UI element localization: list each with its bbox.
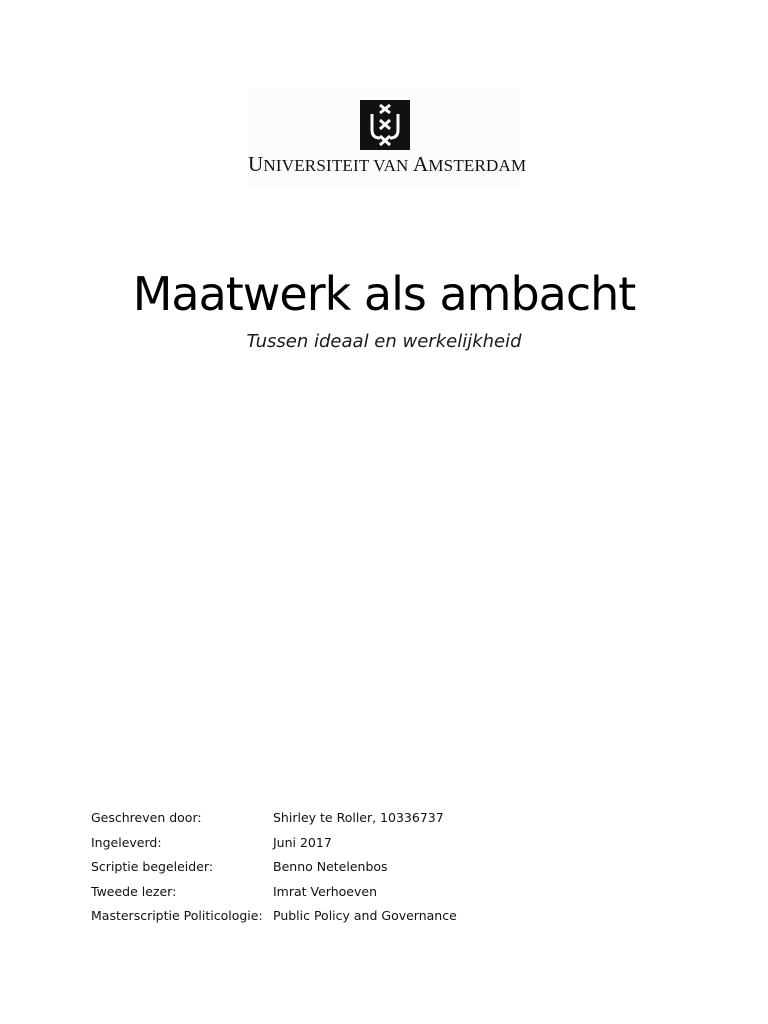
detail-value: Shirley te Roller, 10336737 (273, 810, 444, 825)
detail-label: Ingeleverd: (91, 834, 162, 850)
university-logo (248, 88, 527, 188)
thesis-details (91, 808, 651, 931)
wordmark-initial-a: A (412, 152, 429, 176)
detail-value: Imrat Verhoeven (273, 883, 377, 899)
detail-value: Juni 2017 (273, 834, 332, 850)
thesis-title: Maatwerk als ambacht (132, 267, 636, 321)
detail-row-submitted (91, 833, 651, 858)
university-wordmark (248, 152, 527, 177)
detail-row-second-reader (91, 882, 651, 907)
wordmark-part-1: NIVERSITEIT VAN (263, 156, 413, 175)
thesis-subtitle: Tussen ideaal en werkelijkheid (246, 331, 522, 352)
detail-value: Benno Netelenbos (273, 859, 388, 874)
wordmark-initial-u: U (248, 152, 264, 176)
wordmark-part-2: MSTERDAM (428, 156, 527, 175)
detail-label: Geschreven door: (91, 810, 202, 825)
uva-crest-icon (360, 100, 410, 150)
detail-label: Tweede lezer: (91, 883, 177, 899)
detail-value: Public Policy and Governance (273, 908, 457, 923)
detail-label: Masterscriptie Politicologie: (91, 908, 263, 923)
detail-label: Scriptie begeleider: (91, 859, 214, 874)
detail-row-supervisor (91, 857, 651, 882)
detail-row-author (91, 808, 651, 833)
detail-row-programme (91, 906, 651, 931)
